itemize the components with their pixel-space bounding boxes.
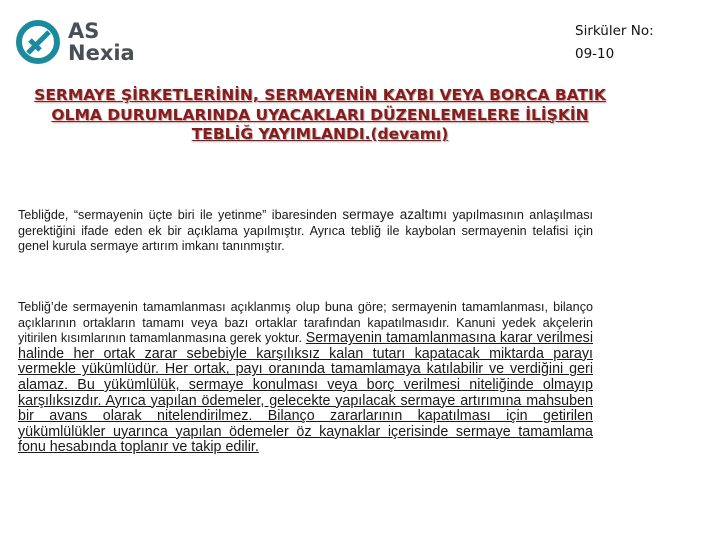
nexia-logo-icon [16, 20, 60, 64]
paragraph-2 [18, 300, 593, 456]
paragraph-1-rest: yapılmasının anlaşılması gerektiğini ifade eden ek bir açıklama yapılmıştır. Ayrıca tebliğ ile kaybolan sermayenin telafisi için genel kurula sermaye artırım imkanı tanınmıştır. [18, 208, 594, 254]
logo-wordmark [68, 20, 135, 64]
circular-number: 09-10 [575, 46, 615, 62]
circular-label: Sirküler No: [575, 23, 654, 39]
logo-line-2: Nexia [68, 41, 135, 65]
document-title: SERMAYE ŞİRKETLERİNİN, SERMAYENİN KAYBI VEYA BORCA BATIK OLMA DURUMLARINDA UYACAKLARI DÜZENLEMELERE İLİŞKİN TEBLİĞ YAYIMLANDI.(devamı) [34, 86, 606, 143]
logo-line-1: AS [68, 19, 100, 43]
paragraph-2-lead: Tebliğ’de sermayenin tamamlanması açıklanmış olup buna göre; sermayenin tamamlanması, bilanço açıklarının ortakların tamamı veya bazı ortaklar tarafından kapatılmasıdır. Kanuni yedek akçelerin yitirilen kısımlarının tamamlanmasına gerek yoktur. [18, 300, 593, 346]
paragraph-1 [18, 207, 593, 255]
paragraph-2-underlined: Sermayenin tamamlanmasına karar verilmesi halinde her ortak zarar sebebiyle karşılıksız kalan tutarı kapatacak miktarda parayı vermekle yükümlüdür. Her ortak, payı oranında tamamlamaya katılabilir ve verdiğini geri alamaz. Bu yükümlülük, sermaye konulması veya borç verilmesi niteliğinde olmayıp karşılıksızdır. Ayrıca yapılan ödemeler, gelecekte yapılacak sermaye artırımına mahsuben bir avans olarak nitelendirilmez. Bilanço zararlarının kapatılması için getirilen yükümlülükler uyarınca yapılan ödemeler öz kaynaklar içerisinde sermaye tamamlama fonu hesabında toplanır ve takip edilir. [18, 330, 593, 456]
circular-info [575, 20, 654, 66]
paragraph-1-emphasis: sermaye azaltımı [342, 207, 448, 222]
company-logo [16, 20, 135, 64]
paragraph-1-lead: Tebliğde, “sermayenin üçte biri ile yetinme” ibaresinden [18, 208, 343, 222]
